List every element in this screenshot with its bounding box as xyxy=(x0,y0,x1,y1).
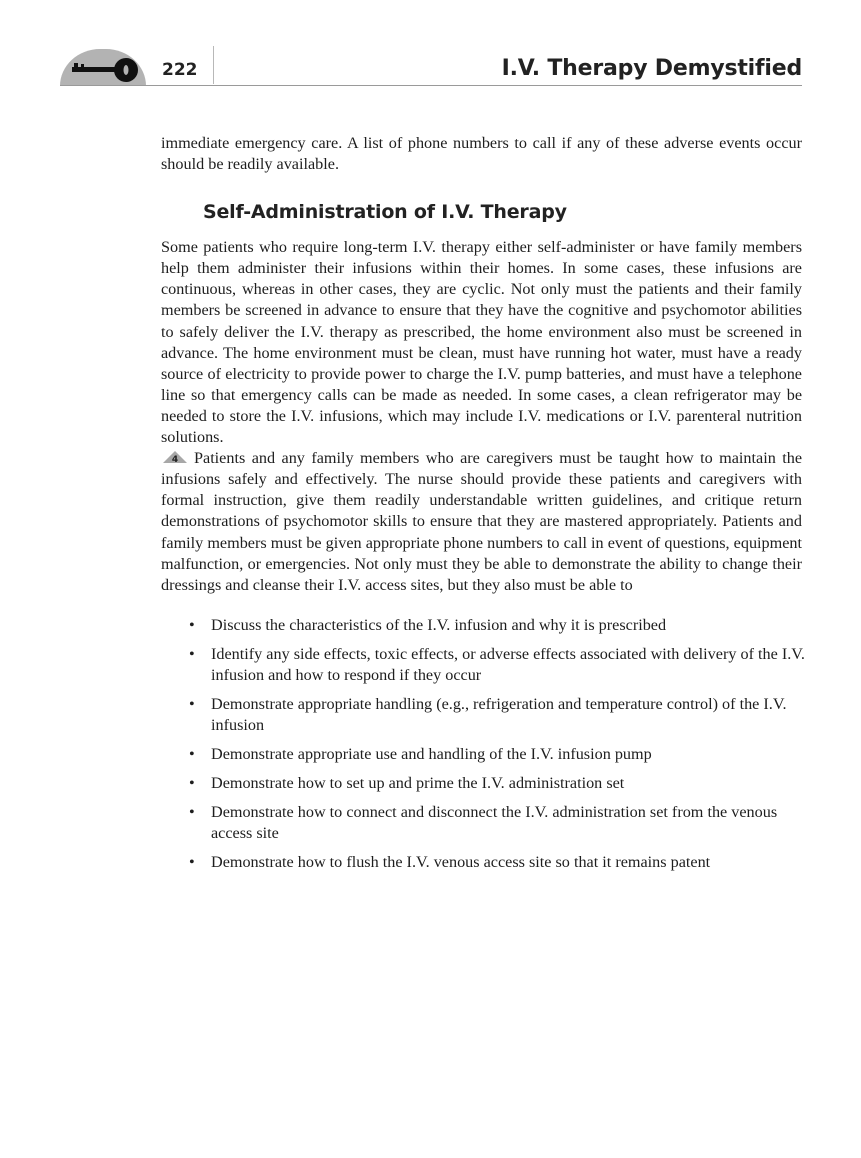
page-number: 222 xyxy=(162,60,198,80)
list-item xyxy=(189,802,809,844)
paragraph-2-text: Patients and any family members who are caregivers must be taught how to maintain the infusions safely and effectively. The nurse should provide these patients and caregivers with formal instruction, give them readily understandable written guidelines, and critique return demonstrations of psychomotor skills to ensure that they are mastered appropriately. Patients and family members must be given appropriate phone numbers to call in event of questions, equipment malfunction, or emergencies. Not only must they be able to demonstrate the ability to change their dressings and cleanse their I.V. access sites, but they also must be able to xyxy=(161,449,802,594)
list-item-text: Discuss the characteristics of the I.V. infusion and why it is prescribed xyxy=(211,615,667,634)
page-content xyxy=(161,133,805,881)
bullet-dot: • xyxy=(189,644,195,663)
bullet-list xyxy=(189,615,809,873)
list-item-text: Demonstrate appropriate use and handling of the I.V. infusion pump xyxy=(211,744,652,763)
list-item-text: Demonstrate how to flush the I.V. venous access site so that it remains patent xyxy=(211,852,711,871)
paragraph-2 xyxy=(161,448,802,596)
list-item-text: Identify any side effects, toxic effects, or adverse effects associated with delivery of the I.V. infusion and how to respond if they occur xyxy=(211,644,805,684)
running-head: I.V. Therapy Demystified xyxy=(501,56,802,81)
list-item-text: Demonstrate how to set up and prime the I.V. administration set xyxy=(211,773,625,792)
list-item xyxy=(189,852,809,873)
key-icon xyxy=(70,57,140,83)
bullet-dot: • xyxy=(189,744,195,763)
list-item xyxy=(189,694,809,736)
list-item-text: Demonstrate appropriate handling (e.g., refrigeration and temperature control) of the I.V. infusion xyxy=(211,694,787,734)
intro-paragraph: immediate emergency care. A list of phone numbers to call if any of these adverse events occur should be readily available. xyxy=(161,134,802,174)
list-item xyxy=(189,644,809,686)
list-item-text: Demonstrate how to connect and disconnect the I.V. administration set from the venous access site xyxy=(211,802,778,842)
header-rule xyxy=(60,85,802,86)
marker-number: 4 xyxy=(171,455,179,465)
list-item xyxy=(189,744,809,765)
bullet-dot: • xyxy=(189,694,195,713)
paragraph-1: Some patients who require long-term I.V. therapy either self-administer or have family members help them administer their infusions within their homes. In some cases, these infusions are continuous, whereas in other cases, they are cyclic. Not only must the patients and their family members be screened in advance to ensure that they have the cognitive and psychomotor abilities to safely deliver the I.V. therapy as prescribed, the home environment also must be screened in advance. The home environment must be clean, must have running hot water, must have a ready source of electricity to provide power to charge the I.V. pump batteries, and must have a telephone line so that emergency calls can be made as needed. In some cases, a clean refrigerator may be needed to store the I.V. infusions, which may include I.V. medications or I.V. parenteral nutrition solutions. xyxy=(161,238,802,447)
bullet-dot: • xyxy=(189,615,195,634)
bullet-dot: • xyxy=(189,773,195,792)
list-item xyxy=(189,615,809,636)
bullet-dot: • xyxy=(189,802,195,821)
list-item xyxy=(189,773,809,794)
section-heading: Self-Administration of I.V. Therapy xyxy=(203,201,567,224)
bullet-dot: • xyxy=(189,852,195,871)
marker-badge-icon xyxy=(162,450,188,464)
header-divider xyxy=(213,46,214,84)
